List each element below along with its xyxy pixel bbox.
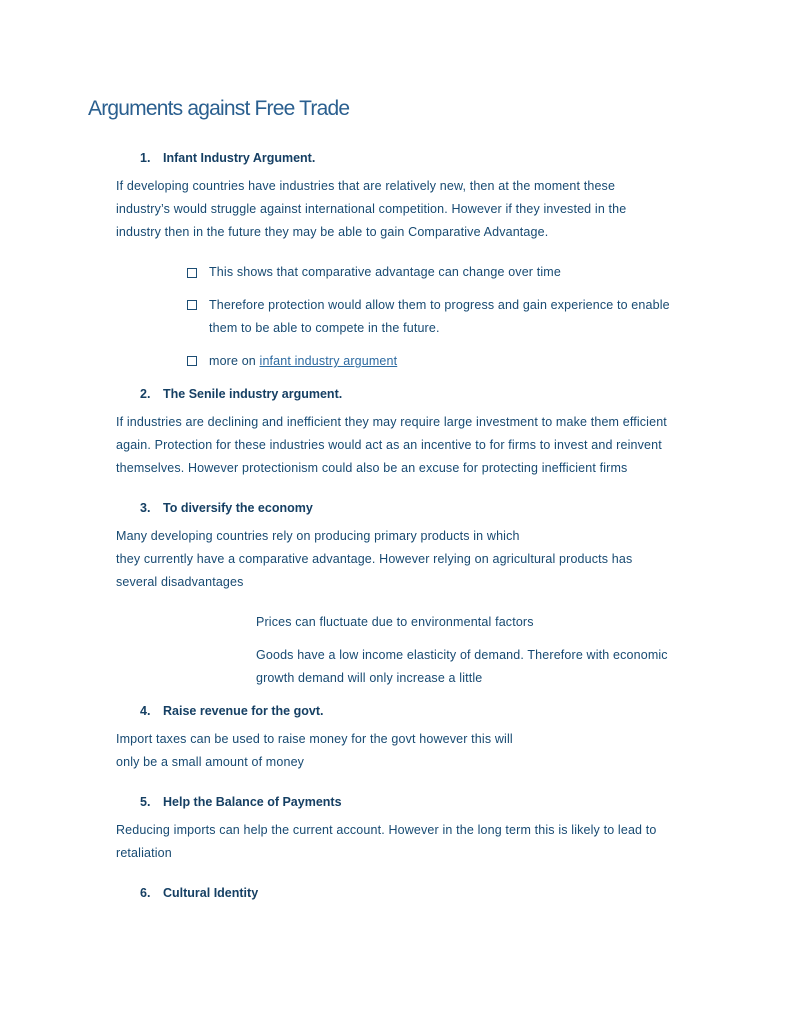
more-prefix: more on <box>209 354 260 368</box>
paragraph-line: Many developing countries rely on producing primary products in which <box>116 529 520 543</box>
section-number: 6. <box>140 886 151 900</box>
section-heading-cultural-identity <box>140 886 259 900</box>
section-number: 4. <box>140 704 151 718</box>
section-number: 3. <box>140 501 151 515</box>
section-title: Cultural Identity <box>163 886 259 900</box>
section-heading-revenue <box>140 704 324 718</box>
paragraph-line: Reducing imports can help the current account. However in the long term this is likely to lead to <box>116 823 657 837</box>
paragraph-line: they currently have a comparative advantage. However relying on agricultural products has <box>116 552 633 566</box>
infant-industry-link[interactable]: infant industry argument <box>259 354 398 368</box>
sub-item: Prices can fluctuate due to environmental factors <box>256 615 534 629</box>
section-title: The Senile industry argument. <box>163 387 343 401</box>
bullet-item-continuation: them to be able to compete in the future. <box>209 321 440 335</box>
sub-item-continuation: growth demand will only increase a little <box>256 671 483 685</box>
bullet-item: This shows that comparative advantage can change over time <box>209 265 561 279</box>
section-heading-diversify <box>140 501 313 515</box>
paragraph-line: only be a small amount of money <box>116 755 305 769</box>
section-number: 1. <box>140 151 151 165</box>
section-heading-balance-of-payments <box>140 795 342 809</box>
paragraph-line: retaliation <box>116 846 172 860</box>
paragraph-line: Import taxes can be used to raise money for the govt however this will <box>116 732 513 746</box>
section-title: Help the Balance of Payments <box>163 795 342 809</box>
paragraph-line: again. Protection for these industries would act as an incentive to for firms to invest and reinvent <box>116 438 662 452</box>
paragraph-line: If industries are declining and inefficient they may require large investment to make them efficient <box>116 415 667 429</box>
paragraph-line: several disadvantages <box>116 575 244 589</box>
checkbox-bullet-icon <box>187 300 197 310</box>
paragraph-line: If developing countries have industries that are relatively new, then at the moment these <box>116 179 616 193</box>
bullet-item-more <box>209 354 397 368</box>
section-title: Raise revenue for the govt. <box>163 704 324 718</box>
section-number: 5. <box>140 795 151 809</box>
section-title: Infant Industry Argument. <box>163 151 316 165</box>
section-heading-senile-industry <box>140 387 343 401</box>
checkbox-bullet-icon <box>187 356 197 366</box>
section-heading-infant-industry <box>140 151 316 165</box>
sub-item: Goods have a low income elasticity of demand. Therefore with economic <box>256 648 668 662</box>
checkbox-bullet-icon <box>187 268 197 278</box>
section-number: 2. <box>140 387 151 401</box>
bullet-item: Therefore protection would allow them to progress and gain experience to enable <box>209 298 670 312</box>
section-title: To diversify the economy <box>163 501 313 515</box>
paragraph-line: industry’s would struggle against international competition. However if they invested in the <box>116 202 627 216</box>
paragraph-line: themselves. However protectionism could also be an excuse for protecting inefficient firms <box>116 461 628 475</box>
page-title: Arguments against Free Trade <box>88 97 350 120</box>
paragraph-line: industry then in the future they may be able to gain Comparative Advantage. <box>116 225 549 239</box>
